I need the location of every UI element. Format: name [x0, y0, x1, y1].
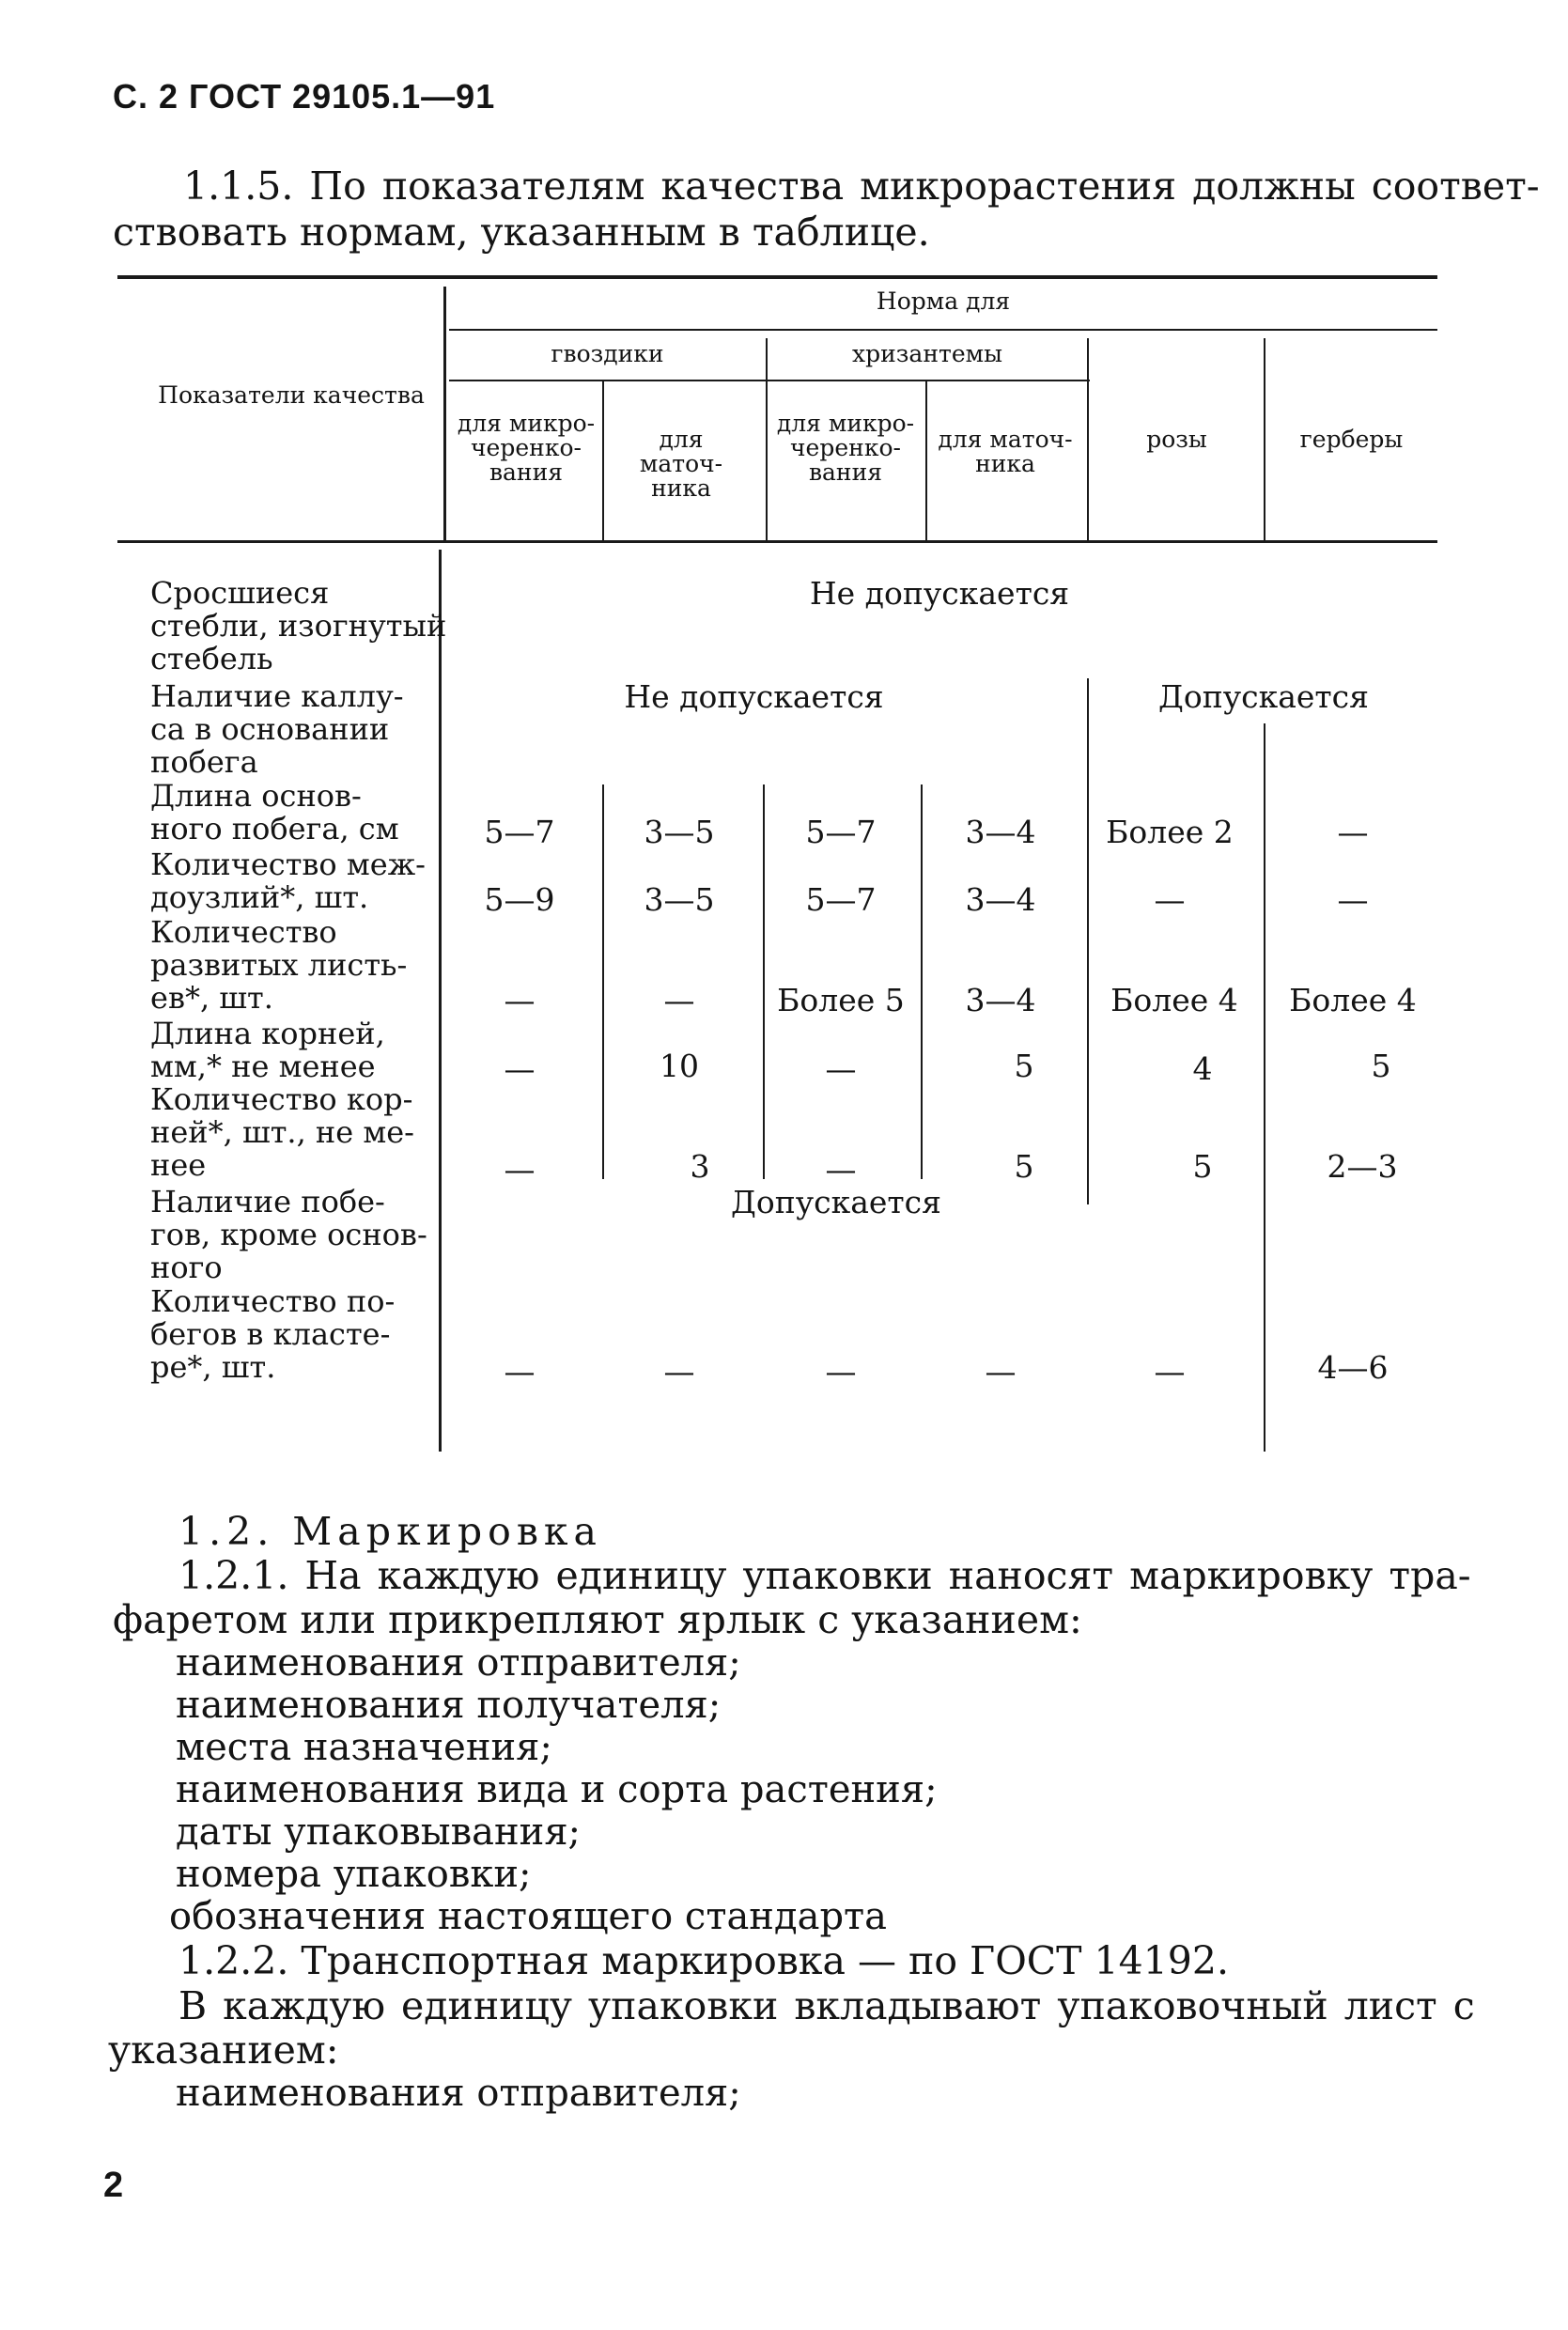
cell-r8-c3: — — [825, 1353, 857, 1390]
marking-p3-line-1: В каждую единицу упаковки вкладывают упаковочный лист с — [179, 1983, 1475, 2028]
cell-r2-c1: 5—7 — [484, 814, 555, 850]
row-label-leaves: Количество развитых листь- ев*, шт. — [150, 914, 408, 1016]
cell-r8-c2: — — [663, 1353, 695, 1390]
cell-fused-all: Не допускается — [809, 575, 1070, 612]
cell-r8-c5: — — [1154, 1353, 1186, 1390]
page-number: 2 — [103, 2166, 124, 2205]
th-chrys-micro: для микро- черенко- вания — [776, 410, 915, 486]
row-label-cluster-shoots: Количество по- бегов в класте- ре*, шт. — [150, 1283, 396, 1385]
cell-r3-c6: — — [1337, 881, 1369, 918]
table-head-rule — [117, 540, 1437, 543]
row-label-internodes: Количество меж- доузлий*, шт. — [150, 847, 426, 915]
row-label-fused-stems: Сросшиеся стебли, изогнутый стебель — [150, 575, 447, 676]
cell-r6-c6: 2—3 — [1327, 1148, 1398, 1185]
table-rule-norm — [449, 329, 1437, 331]
cell-r3-c4: 3—4 — [965, 881, 1036, 918]
body-vline-4 — [1087, 678, 1089, 1204]
head-vline-4 — [1087, 338, 1089, 540]
body-vline-1 — [602, 784, 604, 1179]
cell-r5-c1: — — [504, 1050, 536, 1087]
page-header: С. 2 ГОСТ 29105.1—91 — [113, 77, 496, 116]
list-item: наименования вида и сорта растения; — [176, 1768, 938, 1811]
head-vline-3 — [925, 381, 927, 540]
row-label-callus: Наличие каллу- са в основании побега — [150, 678, 404, 780]
th-indicator: Показатели качества — [158, 381, 425, 409]
cell-r2-c2: 3—5 — [644, 814, 715, 850]
cell-callus-first: Не допускается — [624, 678, 884, 715]
marking-p3-line-2: указанием: — [108, 2027, 339, 2073]
body-vline-2 — [763, 784, 765, 1179]
cell-r4-c2: — — [663, 982, 695, 1018]
cell-callus-last: Допускается — [1158, 678, 1369, 715]
row-label-side-shoots: Наличие побе- гов, кроме основ- ного — [150, 1184, 427, 1285]
row-label-shoot-length: Длина основ- ного побега, см — [150, 778, 399, 847]
row-label-root-length: Длина корней, мм,* не менее — [150, 1016, 385, 1084]
th-carnations: гвоздики — [551, 340, 664, 367]
cell-r2-c6: — — [1337, 814, 1369, 850]
intro-line-2: ствовать нормам, указанным в таблице. — [113, 210, 930, 255]
th-roses: розы — [1146, 426, 1207, 453]
cell-r3-c2: 3—5 — [644, 881, 715, 918]
th-gerberas: герберы — [1299, 426, 1404, 453]
row-label-root-count: Количество кор- ней*, шт., не ме- нее — [150, 1081, 414, 1183]
section-title-marking: 1.2. Маркировка — [179, 1509, 602, 1554]
cell-r5-c2: 10 — [660, 1048, 699, 1084]
cell-r4-c1: — — [504, 982, 536, 1018]
list-item: обозначения настоящего стандарта — [169, 1895, 888, 1938]
cell-r3-c1: 5—9 — [484, 881, 555, 918]
cell-r6-c3: — — [825, 1151, 857, 1188]
cell-r6-c4: 5 — [1014, 1148, 1034, 1185]
list-item: номера упаковки; — [176, 1853, 532, 1896]
cell-r5-c4: 5 — [1014, 1048, 1034, 1084]
list-item: наименования получателя; — [176, 1684, 722, 1727]
table-rule-species — [449, 380, 1090, 381]
table-top-rule — [117, 275, 1437, 279]
cell-r8-c4: — — [985, 1353, 1017, 1390]
th-carnation-micro: для микро- черенко- вания — [457, 410, 596, 486]
list-item: наименования отправителя; — [176, 2072, 741, 2115]
th-carnation-mother: для маточ- ника — [639, 426, 723, 502]
cell-r2-c3: 5—7 — [805, 814, 877, 850]
list-item: наименования отправителя; — [176, 1641, 741, 1685]
cell-r2-c5: Более 2 — [1106, 814, 1234, 850]
cell-r8-c6: 4—6 — [1317, 1349, 1389, 1386]
cell-r3-c3: 5—7 — [805, 881, 877, 918]
cell-r4-c3: Более 5 — [777, 982, 905, 1018]
head-vline-1 — [602, 381, 604, 540]
cell-r5-c5: 4 — [1192, 1050, 1213, 1087]
cell-r8-c1: — — [504, 1353, 536, 1390]
th-chrys-mother: для маточ- ника — [938, 426, 1073, 477]
cell-r2-c4: 3—4 — [965, 814, 1036, 850]
list-item: места назначения; — [176, 1726, 552, 1769]
cell-r5-c3: — — [825, 1050, 857, 1087]
marking-p1-line-2: фаретом или прикрепляют ярлык с указанием: — [113, 1597, 1082, 1642]
cell-r3-c5: — — [1154, 881, 1186, 918]
cell-r4-c5: Более 4 — [1110, 982, 1238, 1018]
intro-line-1: 1.1.5. По показателям качества микрорастения должны соответ- — [183, 163, 1540, 209]
marking-p1-line-1: 1.2.1. На каждую единицу упаковки наносят маркировку тра- — [179, 1553, 1471, 1598]
marking-p2: 1.2.2. Транспортная маркировка — по ГОСТ 14192. — [179, 1938, 1230, 1983]
cell-r5-c6: 5 — [1371, 1048, 1391, 1084]
head-vline-0 — [443, 287, 446, 540]
cell-r4-c4: 3—4 — [965, 982, 1036, 1018]
list-item: даты упаковывания; — [176, 1810, 582, 1854]
body-vline-3 — [921, 784, 923, 1179]
cell-side-shoots-all: Допускается — [731, 1184, 941, 1220]
cell-r6-c1: — — [504, 1151, 536, 1188]
th-chrysanthemums: хризантемы — [852, 340, 1002, 367]
cell-r6-c2: 3 — [690, 1148, 710, 1185]
head-vline-2 — [766, 338, 768, 540]
cell-r4-c6: Более 4 — [1289, 982, 1417, 1018]
cell-r6-c5: 5 — [1192, 1148, 1213, 1185]
th-norm-for: Норма для — [876, 287, 1011, 315]
